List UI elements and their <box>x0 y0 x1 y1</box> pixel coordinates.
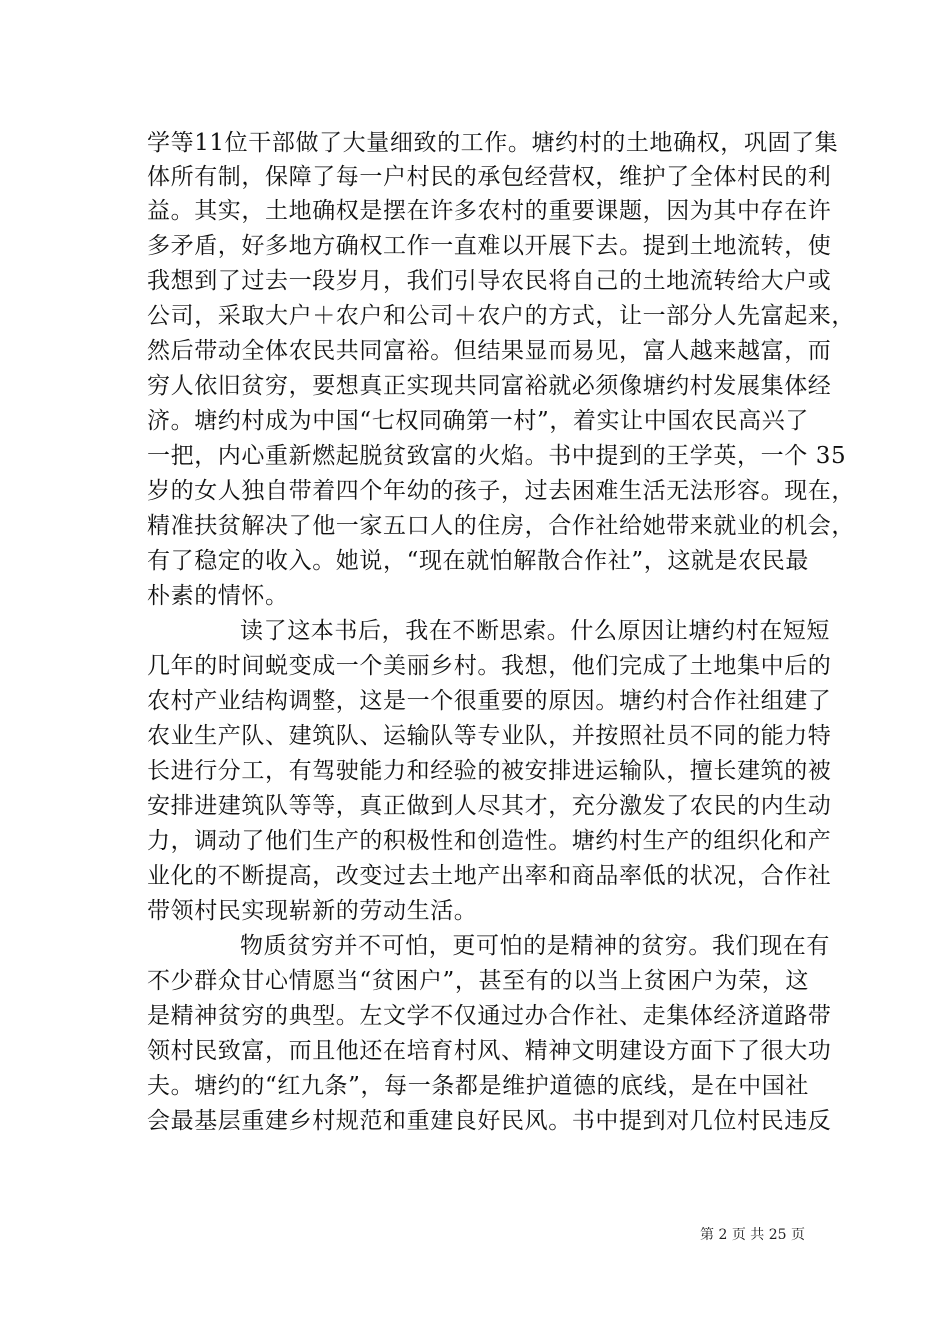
text-line: 夫。塘约的“红九条”，每一条都是维护道德的底线，是在中国社 <box>147 1073 809 1099</box>
paragraph-first-line: 物质贫穷并不可怕，更可怕的是精神的贫穷。我们现在有 <box>240 933 830 959</box>
text-line: 穷人依旧贫穷，要想真正实现共同富裕就必须像塘约村发展集体经 <box>147 373 832 399</box>
text-line: 农村产业结构调整，这是一个很重要的原因。塘约村合作社组建了 <box>147 688 832 714</box>
text-line: 岁的女人独自带着四个年幼的孩子，过去困难生活无法形容。现在， <box>147 478 855 504</box>
text-line: 公司，采取大户＋农户和公司＋农户的方式，让一部分人先富起来， <box>147 303 855 329</box>
text-line: 益。其实，土地确权是摆在许多农村的重要课题，因为其中存在许 <box>147 198 832 224</box>
page-number-footer: 第 2 页 共 25 页 <box>700 1227 805 1243</box>
text-line: 学等11位干部做了大量细致的工作。塘约村的土地确权，巩固了集 <box>147 130 839 156</box>
text-line: 一把，内心重新燃起脱贫致富的火焰。书中提到的王学英，一个 35 <box>147 443 847 469</box>
text-line: 业化的不断提高，改变过去土地产出率和商品率低的状况，合作社 <box>147 863 832 889</box>
text-line: 几年的时间蜕变成一个美丽乡村。我想，他们完成了土地集中后的 <box>147 653 832 679</box>
text-line: 是精神贫穷的典型。左文学不仅通过办合作社、走集体经济道路带 <box>147 1003 832 1029</box>
text-line: 然后带动全体农民共同富裕。但结果显而易见，富人越来越富，而 <box>147 338 832 364</box>
text-line: 力，调动了他们生产的积极性和创造性。塘约村生产的组织化和产 <box>147 828 832 854</box>
text-line: 济。塘约村成为中国“七权同确第一村”，着实让中国农民高兴了 <box>147 408 809 434</box>
paragraph-end-line: 朴素的情怀。 <box>147 583 289 609</box>
text-line: 会最基层重建乡村规范和重建良好民风。书中提到对几位村民违反 <box>147 1108 832 1134</box>
text-line: 安排进建筑队等等，真正做到人尽其才，充分激发了农民的内生动 <box>147 793 832 819</box>
text-line: 农业生产队、建筑队、运输队等专业队，并按照社员不同的能力特 <box>147 723 832 749</box>
text-line: 长进行分工，有驾驶能力和经验的被安排进运输队，擅长建筑的被 <box>147 758 832 784</box>
text-line: 精准扶贫解决了他一家五口人的住房，合作社给她带来就业的机会， <box>147 513 855 539</box>
text-line: 体所有制，保障了每一户村民的承包经营权，维护了全体村民的利 <box>147 164 832 190</box>
text-line: 领村民致富，而且他还在培育村风、精神文明建设方面下了很大功 <box>147 1038 832 1064</box>
paragraph-first-line: 读了这本书后，我在不断思索。什么原因让塘约村在短短 <box>240 618 830 644</box>
paragraph-end-line: 带领村民实现崭新的劳动生活。 <box>147 898 478 924</box>
text-line: 有了稳定的收入。她说，“现在就怕解散合作社”，这就是农民最 <box>147 548 809 574</box>
text-line: 我想到了过去一段岁月，我们引导农民将自己的土地流转给大户或 <box>147 268 832 294</box>
text-line: 多矛盾，好多地方确权工作一直难以开展下去。提到土地流转，使 <box>147 233 832 259</box>
text-line: 不少群众甘心情愿当“贫困户”，甚至有的以当上贫困户为荣，这 <box>147 968 809 994</box>
